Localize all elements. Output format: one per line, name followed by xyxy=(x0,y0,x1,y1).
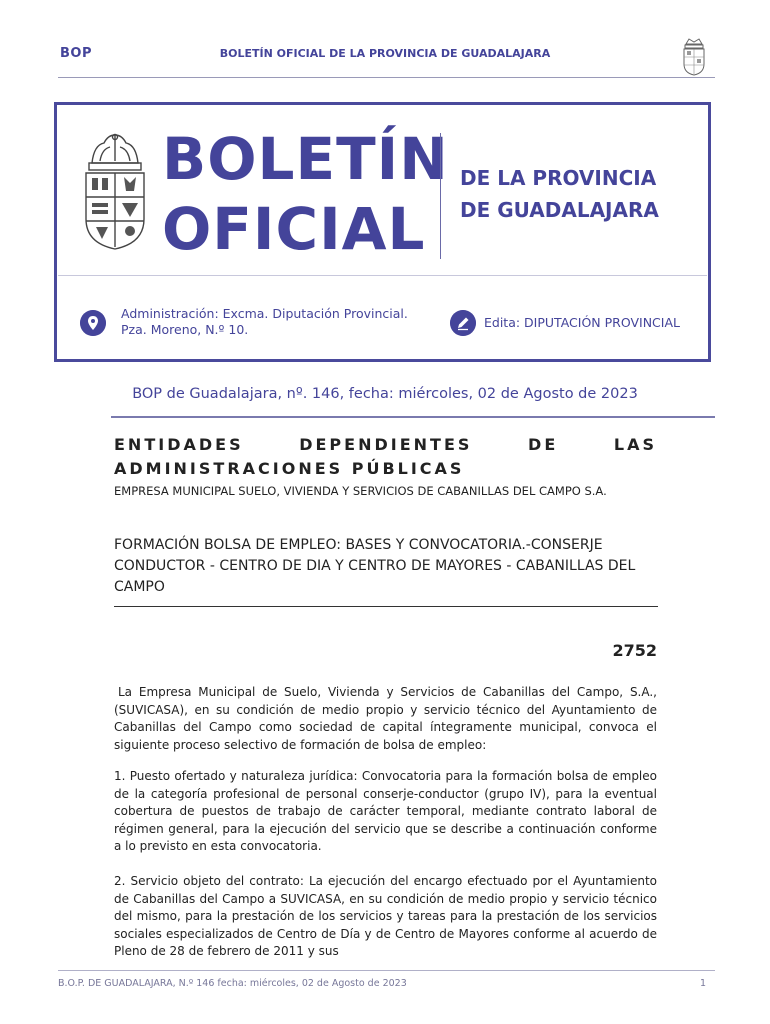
header-bop-label: BOP xyxy=(60,46,92,61)
body-paragraph: 1. Puesto ofertado y naturaleza jurídica: Convocatoria para la formación bolsa de empleo de la categoría profesional de personal conserje-conductor (grupo IV), para la eventual cobertura de puestos de trabajo de carácter temporal, mediante contrato laboral de régimen general, para la ejecución del servicio que se describe a continuación conforme a lo previsto en esta convocatoria. xyxy=(114,769,657,853)
issue-divider xyxy=(111,416,715,418)
entity-name: EMPRESA MUNICIPAL SUELO, VIVIENDA Y SERVICIOS DE CABANILLAS DEL CAMPO S.A. xyxy=(114,484,607,498)
pencil-icon xyxy=(450,310,476,336)
publisher-label: Edita: DIPUTACIÓN PROVINCIAL xyxy=(484,315,680,330)
masthead-horizontal-divider xyxy=(58,275,707,276)
body-paragraph: La Empresa Municipal de Suelo, Vivienda y Servicios de Cabanillas del Campo, S.A., (SUVICASA), en su condición de medio propio y servicio técnico del Ayuntamiento de Cabanillas del Campo como sociedad de capital íntegramente municipal, convoca el siguiente proceso selectivo de formación de bolsa de empleo: xyxy=(114,685,657,752)
masthead-vertical-divider xyxy=(440,133,441,259)
page-number: 1 xyxy=(700,978,707,989)
coat-of-arms-icon xyxy=(80,133,150,251)
admin-address-line2: Pza. Moreno, N.º 10. xyxy=(121,322,249,337)
subject-divider xyxy=(114,606,658,607)
footer-citation: B.O.P. DE GUADALAJARA, N.º 146 fecha: miércoles, 02 de Agosto de 2023 xyxy=(58,978,407,989)
announcement-subject: FORMACIÓN BOLSA DE EMPLEO: BASES Y CONVOCATORIA.-CONSERJE CONDUCTOR - CENTRO DE DIA Y CENTRO DE MAYORES - CABANILLAS DEL CAMPO xyxy=(114,537,636,595)
coat-of-arms-icon xyxy=(681,36,707,76)
masthead-province-line1: DE LA PROVINCIA xyxy=(460,166,657,190)
masthead-title-line1: BOLETÍN xyxy=(162,125,449,193)
footer-divider xyxy=(58,970,715,971)
admin-address-line1: Administración: Excma. Diputación Provincial. xyxy=(121,306,408,321)
masthead-province-line2: DE GUADALAJARA xyxy=(460,198,659,222)
header-title: BOLETÍN OFICIAL DE LA PROVINCIA DE GUADALAJARA xyxy=(219,47,551,60)
issue-line: BOP de Guadalajara, nº. 146, fecha: miércoles, 02 de Agosto de 2023 xyxy=(132,386,638,402)
section-title: ENTIDADES DEPENDIENTES DE LAS ADMINISTRACIONES PÚBLICAS xyxy=(114,435,657,478)
map-pin-icon xyxy=(80,310,106,336)
header-divider xyxy=(58,77,715,78)
body-paragraph: 2. Servicio objeto del contrato: La ejecución del encargo efectuado por el Ayuntamiento de Cabanillas del Campo a SUVICASA, en su condición de medio propio y servicio técnico del mismo, para la prestación de los servicios y tareas para la prestación de los servicios sociales especializados de Centro de Día y de Centro de Mayores conforme al acuerdo de Pleno de 28 de febrero de 2011 y sus xyxy=(114,874,657,958)
masthead-title-line2: OFICIAL xyxy=(162,195,426,263)
announcement-number: 2752 xyxy=(612,641,657,660)
